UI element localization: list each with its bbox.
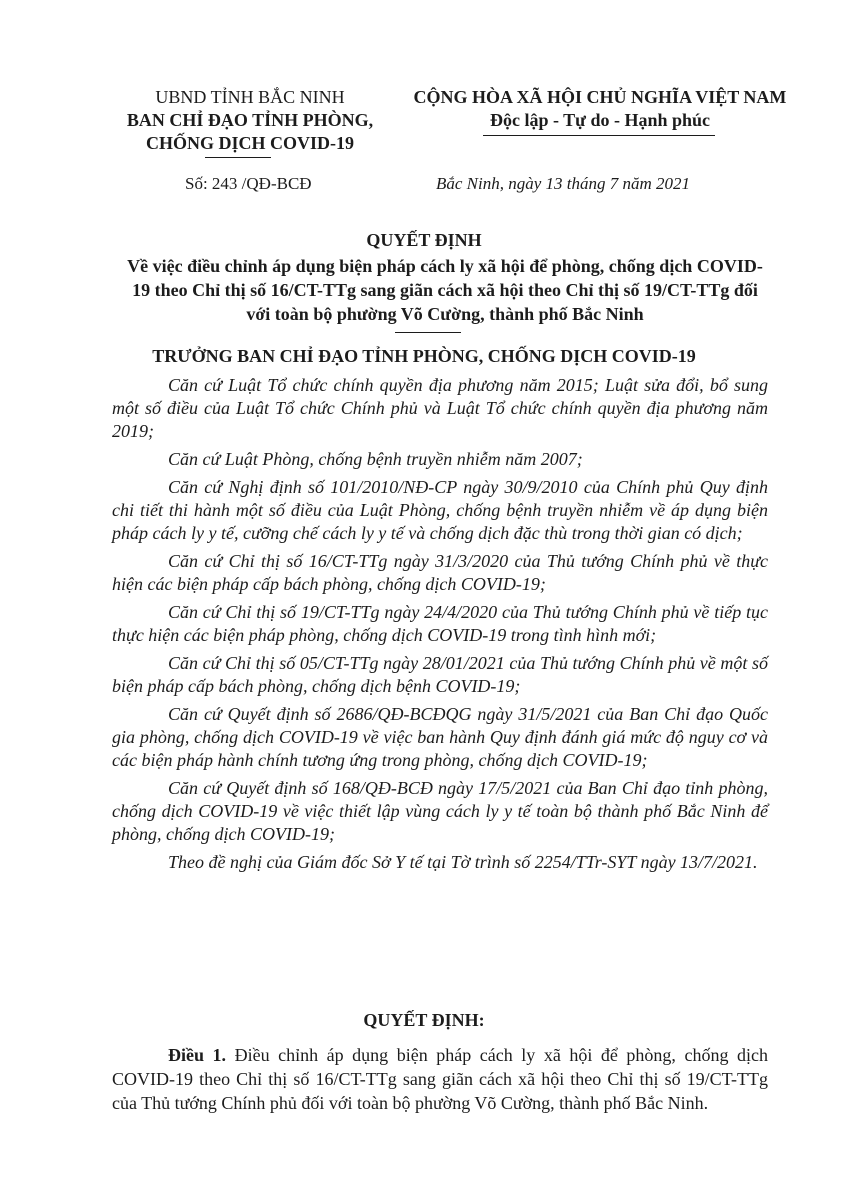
preamble-item: Căn cứ Chỉ thị số 19/CT-TTg ngày 24/4/2020 của Thủ tướng Chính phủ về tiếp tục thực hiện các biện pháp phòng, chống dịch COVID-19 trong tình hình mới; [112,602,768,645]
preamble-item: Căn cứ Chỉ thị số 16/CT-TTg ngày 31/3/2020 của Thủ tướng Chính phủ về thực hiện các biện pháp cấp bách phòng, chống dịch COVID-19; [112,551,768,594]
issuer-underline [205,157,271,158]
issuer-block [100,86,400,155]
article-1 [112,1043,768,1115]
document-number: Số: 243 /QĐ-BCĐ [185,174,312,193]
issuer-line-2: BAN CHỈ ĐẠO TỈNH PHÒNG, [126,110,374,130]
subtitle-underline [395,332,461,333]
motto-underline [483,135,715,136]
issuer-line-1: UBND TỈNH BẮC NINH [155,87,345,107]
national-title: CỘNG HÒA XÃ HỘI CHỦ NGHĨA VIỆT NAM [413,87,787,107]
national-motto: Độc lập - Tự do - Hạnh phúc [489,110,711,130]
issuing-authority: TRƯỞNG BAN CHỈ ĐẠO TỈNH PHÒNG, CHỐNG DỊCH COVID-19 [152,346,696,366]
preamble [112,374,768,879]
national-motto-block [405,86,795,132]
document-subtitle: Về việc điều chỉnh áp dụng biện pháp cách ly xã hội để phòng, chống dịch COVID-19 theo Chỉ thị số 16/CT-TTg sang giãn cách xã hội theo Chỉ thị số 19/CT-TTg đối với toàn bộ phường Võ Cường, thành phố Bắc Ninh [127,256,763,324]
place-date: Bắc Ninh, ngày 13 tháng 7 năm 2021 [436,174,691,193]
preamble-item: Căn cứ Luật Phòng, chống bệnh truyền nhiễm năm 2007; [168,449,583,469]
preamble-item: Căn cứ Quyết định số 168/QĐ-BCĐ ngày 17/5/2021 của Ban Chỉ đạo tỉnh phòng, chống dịch COVID-19 về việc thiết lập vùng cách ly y tế toàn bộ thành phố Bắc Ninh để phòng, chống dịch COVID-19; [112,778,768,844]
article-1-label: Điều 1. [168,1045,227,1065]
issuer-line-3: CHỐNG DỊCH COVID-19 [145,133,354,153]
preamble-item: Căn cứ Nghị định số 101/2010/NĐ-CP ngày 30/9/2010 của Chính phủ Quy định chi tiết thi hành một số điều của Luật Phòng, chống bệnh truyền nhiễm về áp dụng biện pháp cách ly y tế, cưỡng chế cách ly y tế và chống dịch đặc thù trong thời gian có dịch; [112,477,768,543]
preamble-item: Căn cứ Quyết định số 2686/QĐ-BCĐQG ngày 31/5/2021 của Ban Chỉ đạo Quốc gia phòng, chống dịch COVID-19 về việc ban hành Quy định đánh giá mức độ nguy cơ và các biện pháp hành chính tương ứng trong phòng, chống dịch COVID-19; [112,704,768,770]
preamble-item: Căn cứ Chỉ thị số 05/CT-TTg ngày 28/01/2021 của Thủ tướng Chính phủ về một số biện pháp cấp bách phòng, chống dịch bệnh COVID-19; [112,653,768,696]
preamble-item: Căn cứ Luật Tổ chức chính quyền địa phương năm 2015; Luật sửa đổi, bổ sung một số điều của Luật Tổ chức Chính phủ và Luật Tổ chức chính quyền địa phương năm 2019; [112,375,768,441]
document-title: QUYẾT ĐỊNH [366,230,482,250]
article-1-text: Điều chỉnh áp dụng biện pháp cách ly xã hội để phòng, chống dịch COVID-19 theo Chỉ thị số 16/CT-TTg sang giãn cách xã hội theo Chỉ thị số 19/CT-TTg của Thủ tướng Chính phủ đối với toàn bộ phường Võ Cường, thành phố Bắc Ninh. [112,1045,768,1113]
preamble-item: Theo đề nghị của Giám đốc Sở Y tế tại Tờ trình số 2254/TTr-SYT ngày 13/7/2021. [168,852,758,872]
decision-heading: QUYẾT ĐỊNH: [363,1010,485,1030]
